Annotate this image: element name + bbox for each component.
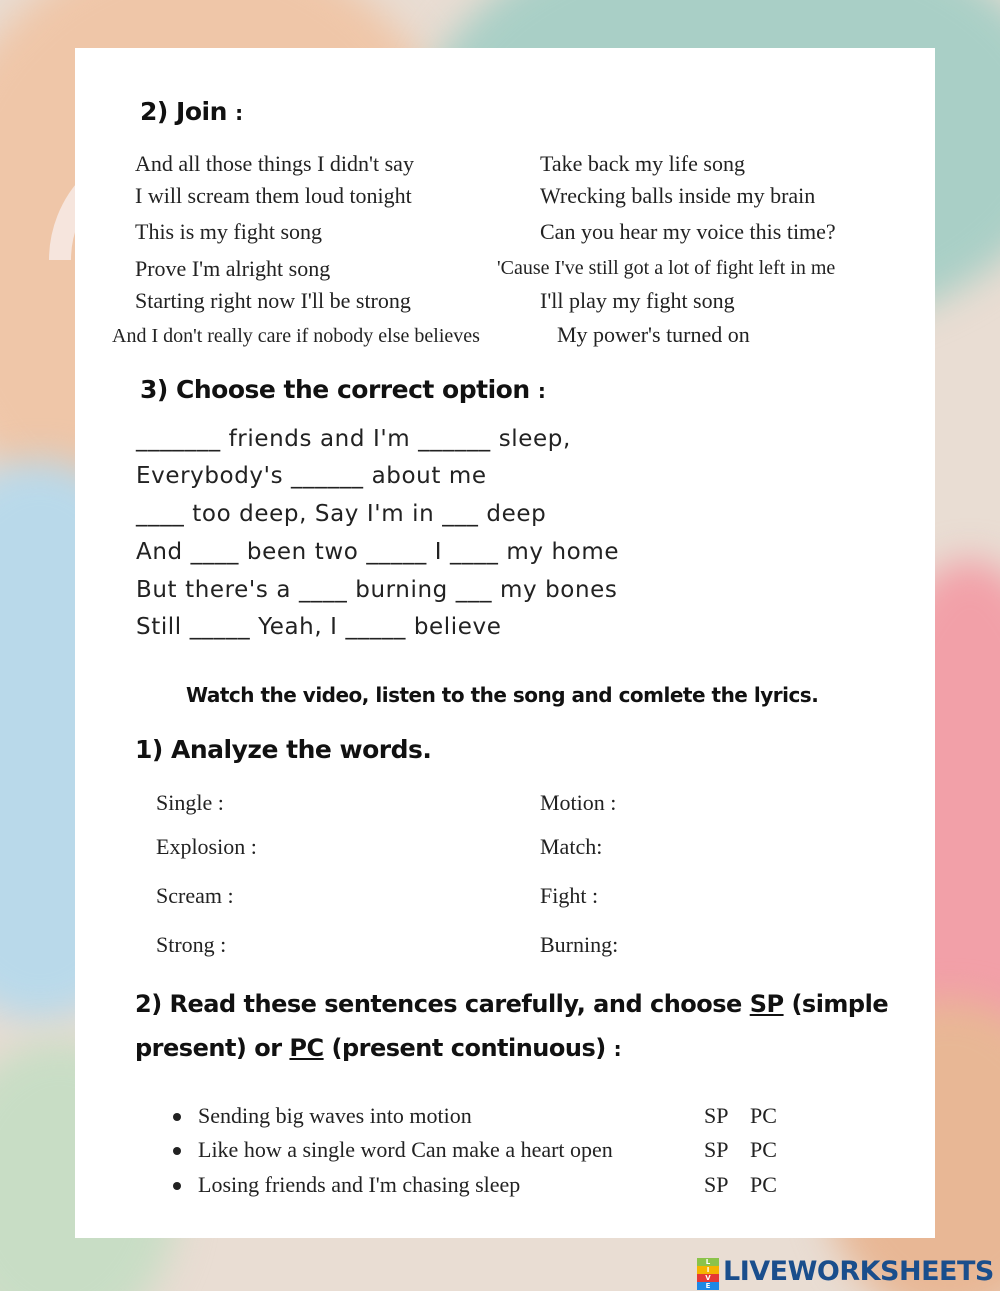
join-heading: 2) Join :	[140, 97, 243, 126]
instruction-text: Watch the video, listen to the song and comlete the lyrics.	[186, 683, 819, 707]
choose-line-6: Still _____ Yeah, I _____ believe	[136, 614, 502, 640]
read-item-1: Sending big waves into motion	[198, 1103, 472, 1128]
bullet-icon	[173, 1113, 181, 1121]
read-heading-line-1: 2) Read these sentences carefully, and choose SP (simple	[135, 990, 889, 1018]
join-left-2: I will scream them loud tonight	[135, 183, 412, 208]
join-right-1: Take back my life song	[540, 151, 745, 176]
analyze-right-3: Fight :	[540, 883, 599, 908]
choose-line-4: And ____ been two _____ I ____ my home	[136, 539, 620, 565]
choose-line-1: _______ friends and I'm ______ sleep,	[136, 426, 571, 452]
join-left-6: And I don't really care if nobody else believes	[112, 325, 480, 347]
read-item-3-pc[interactable]: PC	[750, 1172, 777, 1197]
analyze-left-3: Scream :	[156, 883, 234, 908]
bullet-icon	[173, 1147, 181, 1155]
read-item-2-pc[interactable]: PC	[750, 1137, 777, 1162]
join-left-3: This is my fight song	[135, 219, 323, 244]
liveworksheets-wordmark: LIVEWORKSHEETS	[723, 1255, 994, 1287]
read-item-3-sp[interactable]: SP	[704, 1172, 729, 1197]
read-item-1-pc[interactable]: PC	[750, 1103, 777, 1128]
read-item-1-sp[interactable]: SP	[704, 1103, 729, 1128]
join-left-4: Prove I'm alright song	[135, 256, 331, 281]
join-right-4: 'Cause I've still got a lot of fight left in me	[497, 257, 836, 279]
liveworksheets-mark-icon: L I V E	[697, 1258, 719, 1284]
join-left-5: Starting right now I'll be strong	[135, 288, 411, 313]
analyze-right-1: Motion :	[540, 790, 617, 815]
choose-line-3: ____ too deep, Say I'm in ___ deep	[136, 501, 547, 527]
choose-line-2: Everybody's ______ about me	[136, 463, 487, 489]
read-heading-line-2: present) or PC (present continuous) :	[135, 1034, 622, 1062]
analyze-left-4: Strong :	[156, 932, 227, 957]
analyze-right-2: Match:	[540, 834, 603, 859]
join-right-3: Can you hear my voice this time?	[540, 219, 836, 244]
bullet-icon	[173, 1182, 181, 1190]
join-right-5: I'll play my fight song	[540, 288, 735, 313]
join-right-2: Wrecking balls inside my brain	[540, 183, 816, 208]
analyze-left-1: Single :	[156, 790, 224, 815]
analyze-heading: 1) Analyze the words.	[135, 735, 432, 764]
join-right-6: My power's turned on	[557, 322, 750, 347]
read-item-3: Losing friends and I'm chasing sleep	[198, 1172, 521, 1197]
analyze-right-4: Burning:	[540, 932, 619, 957]
join-left-1: And all those things I didn't say	[135, 151, 414, 176]
choose-line-5: But there's a ____ burning ___ my bones	[136, 577, 618, 603]
choose-heading: 3) Choose the correct option :	[140, 375, 546, 404]
liveworksheets-logo[interactable]	[697, 1255, 994, 1290]
analyze-left-2: Explosion :	[156, 834, 257, 859]
read-item-2: Like how a single word Can make a heart open	[198, 1137, 613, 1162]
read-item-2-sp[interactable]: SP	[704, 1137, 729, 1162]
